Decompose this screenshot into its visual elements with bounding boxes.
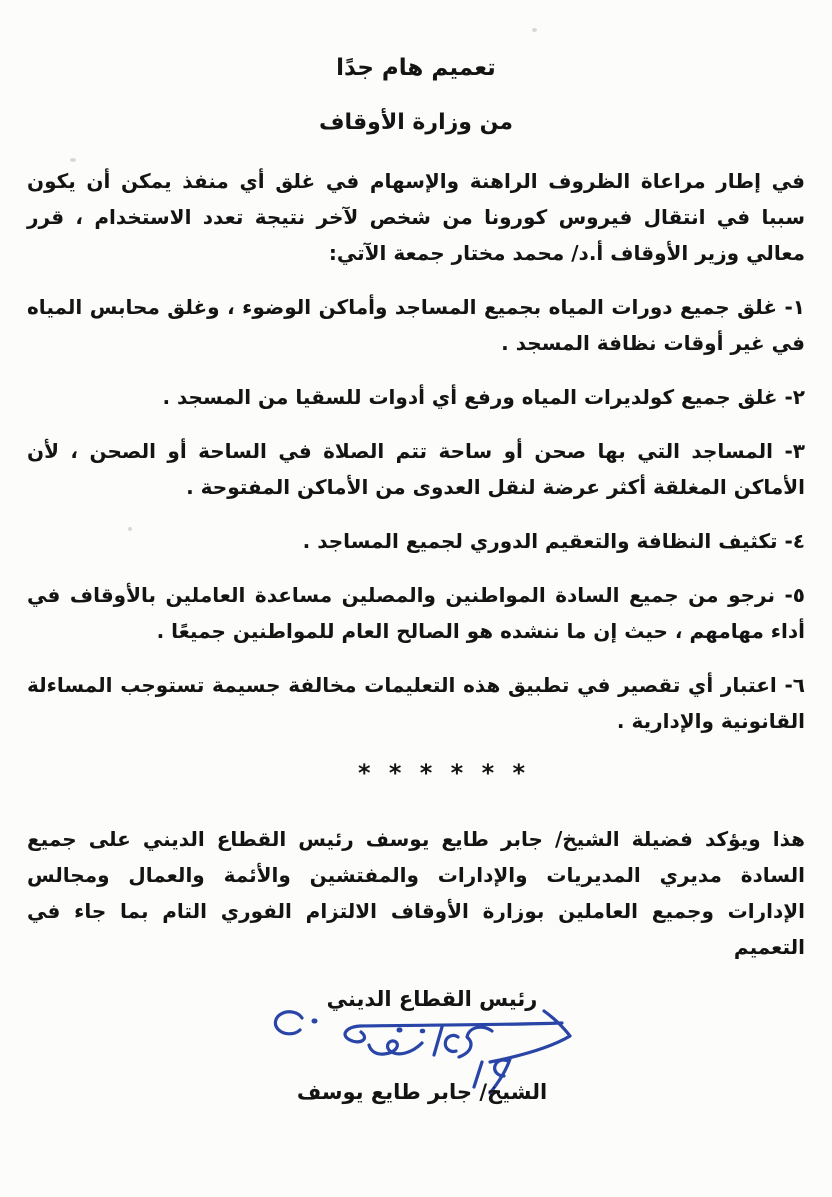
directive-item-3: ٣- المساجد التي بها صحن أو ساحة تتم الصلاة في الساحة أو الصحن ، لأن الأماكن المغلقة أكثر عرضة لنقل العدوى من الأماكن المفتوحة . [27,439,805,500]
signature-circle-letter [445,1036,458,1052]
scan-speck [128,527,132,531]
signature-hook-letter [459,1027,492,1057]
signatory-title: رئيس القطاع الديني [326,987,538,1012]
signature-c-mark [275,1012,302,1034]
signature-top-line [345,1023,562,1042]
directive-item-5: ٥- نرجو من جميع السادة المواطنين والمصلين مساعدة العاملين بالأوقاف في أداء مهامهم ، حيث إن ما ننشده هو الصالح العام للمواطنين جميعًا . [27,583,805,644]
directive-item-6: ٦- اعتبار أي تقصير في تطبيق هذه التعليمات مخالفة جسيمة تستوجب المساءلة القانونية والإدارية . [27,673,805,734]
asterisk-separator: * * * * * * [357,759,531,788]
closing-paragraph: هذا ويؤكد فضيلة الشيخ/ جابر طايع يوسف رئيس القطاع الديني على جميع السادة مديري المديريات والإدارات والمفتشين والأئمة والعمال ومجالس الإدارات وجميع العاملين بوزارة الأوقاف الالتزام الفوري التام بما جاء في التعميم [27,827,805,960]
signature-wave [369,1041,422,1054]
directive-item-4: ٤- تكثيف النظافة والتعقيم الدوري لجميع المساجد . [302,529,805,554]
directive-item-1: ١- غلق جميع دورات المياه بجميع المساجد وأماكن الوضوء ، وغلق محابس المياه في غير أوقات نظافة المسجد . [27,295,805,356]
signature-chevron [490,1011,570,1062]
directive-item-2: ٢- غلق جميع كولديرات المياه ورفع أي أدوات للسقيا من المسجد . [162,385,805,410]
signature-alef-stroke [434,1027,442,1055]
signatory-name: الشيخ/ جابر طايع يوسف [296,1080,548,1105]
document-title: تعميم هام جدًا [336,55,496,81]
signature-block [27,987,805,1104]
intro-paragraph: في إطار مراعاة الظروف الراهنة والإسهام في غلق أي منفذ يمكن أن يكون سببا في انتقال فيروس كورونا من شخص لآخر نتيجة تعدد الاستخدام ، قرر معالي وزير الأوقاف أ.د/ محمد مختار جمعة الآتي: [27,169,805,266]
scan-speck [532,28,537,32]
scan-speck [70,158,76,162]
document-subtitle: من وزارة الأوقاف [318,109,514,135]
